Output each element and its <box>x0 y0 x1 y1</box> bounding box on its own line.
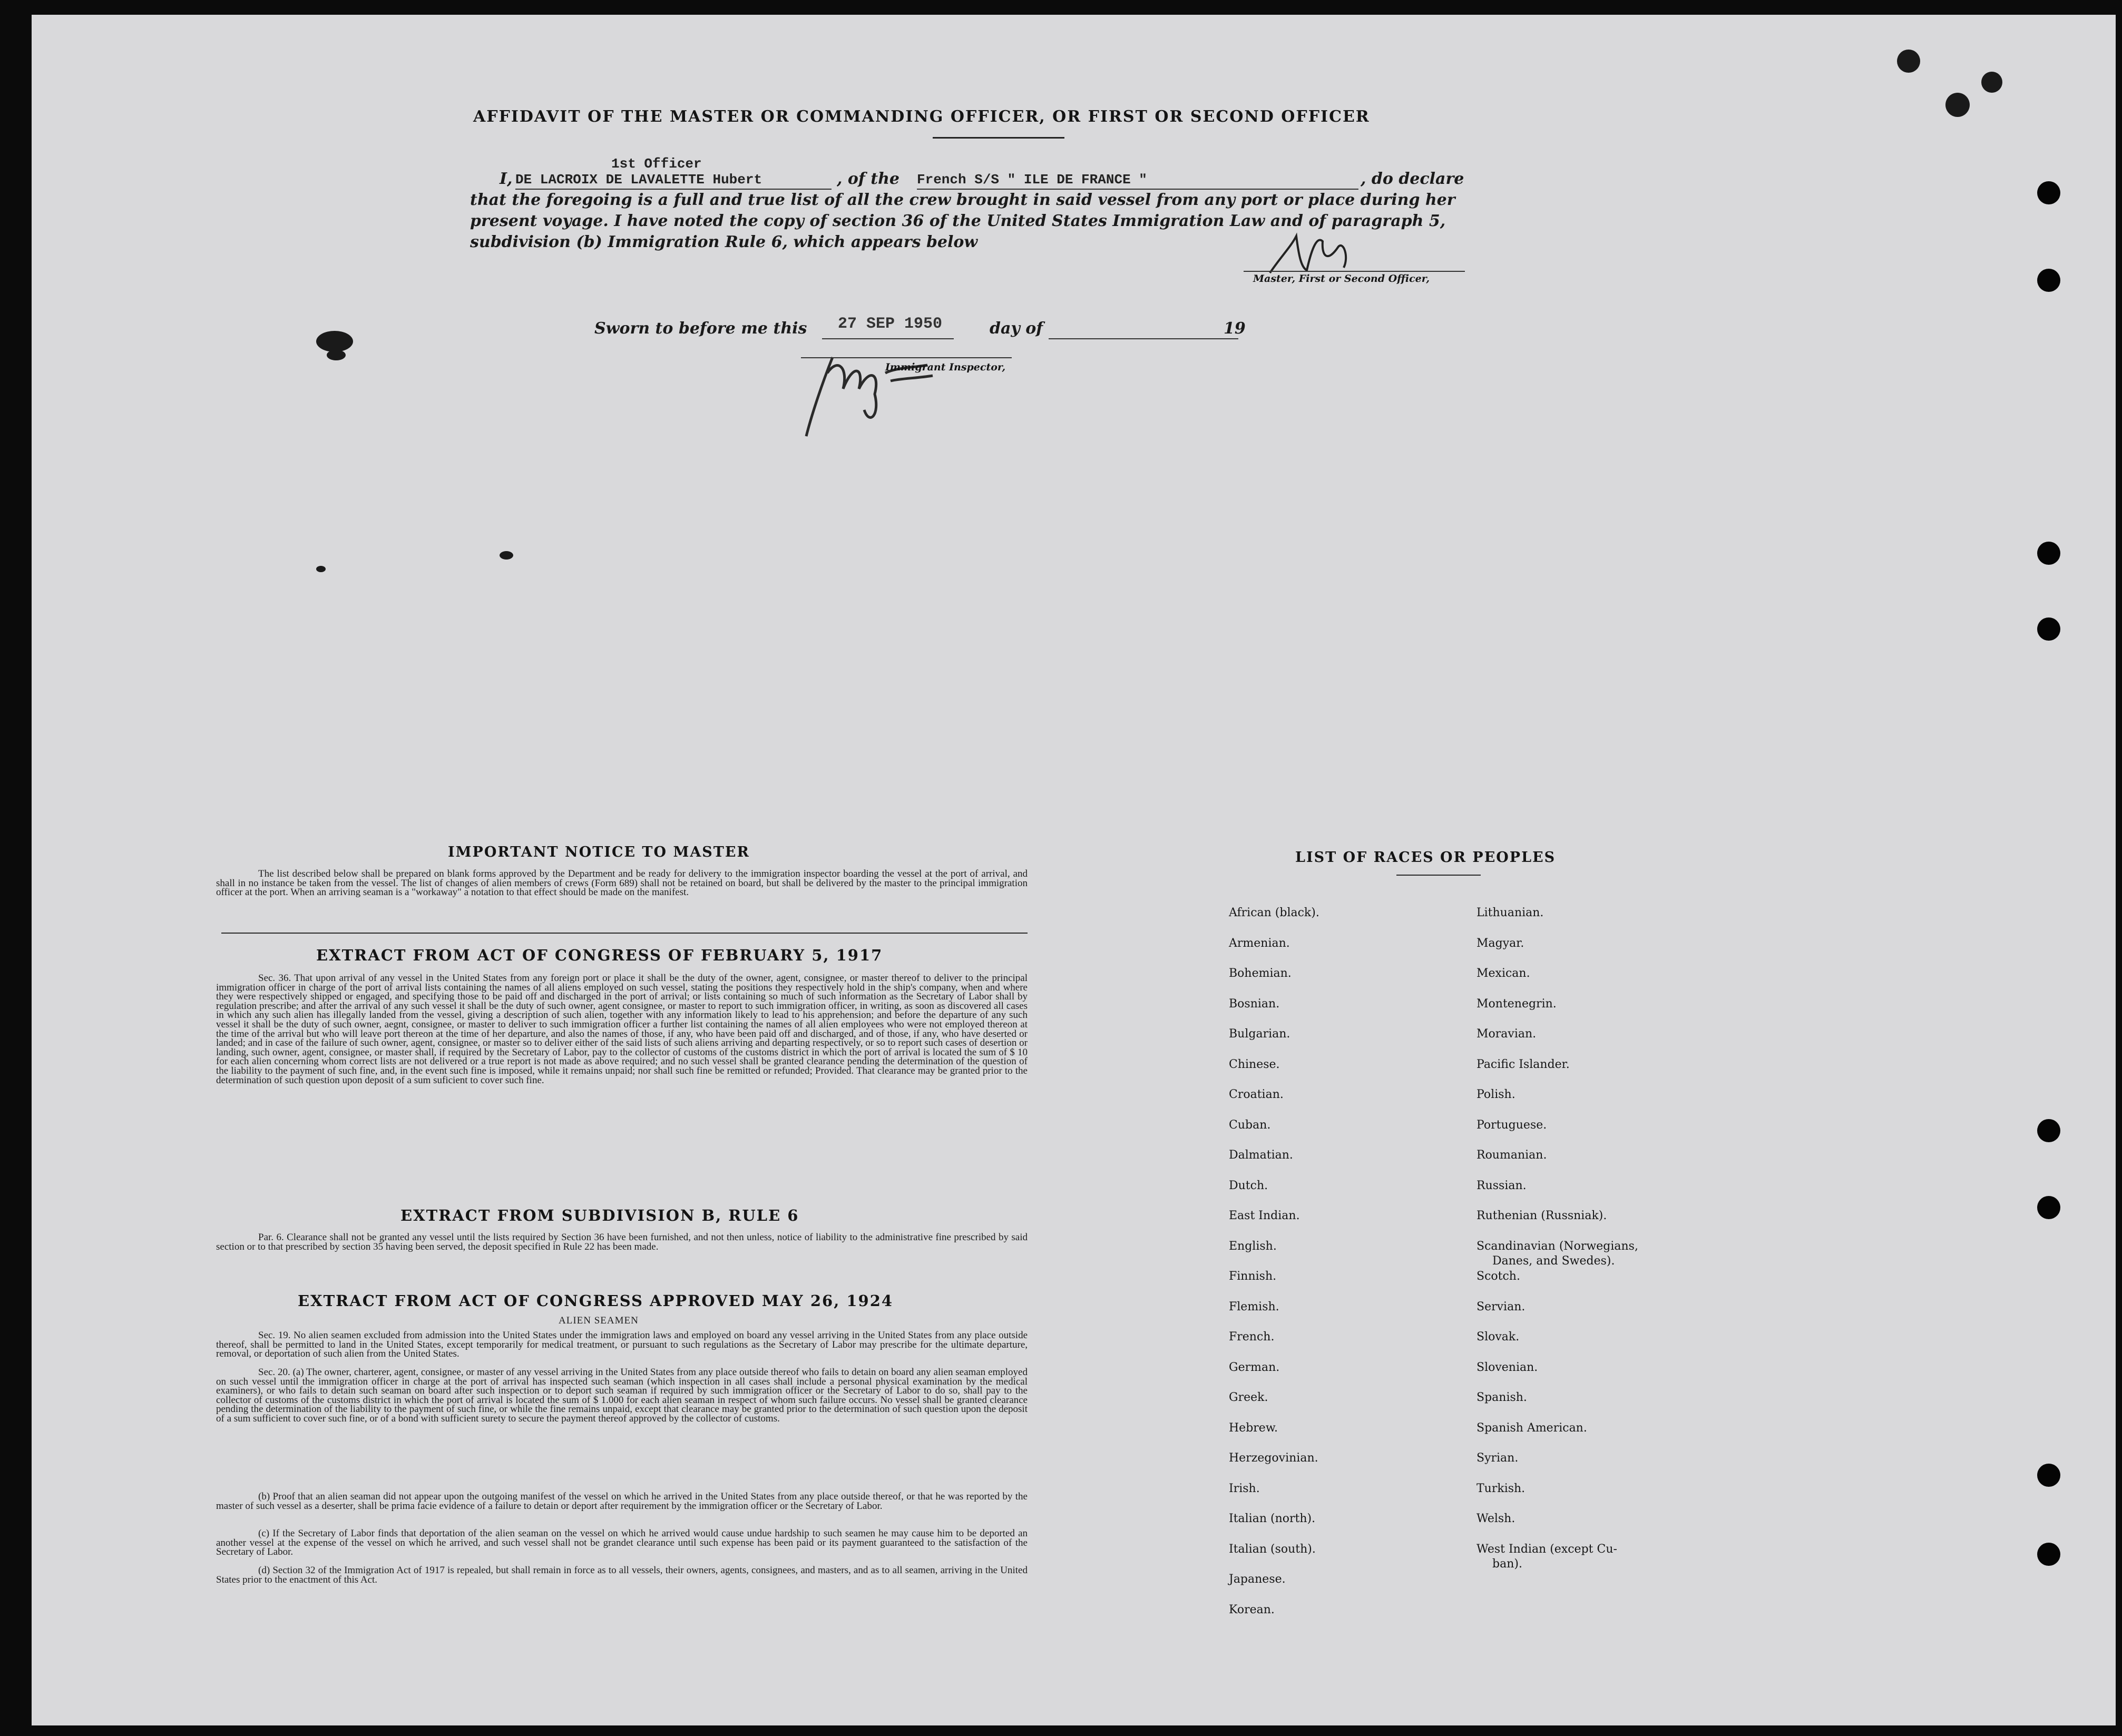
ink-blot <box>1945 93 1970 117</box>
race-item: Turkish. <box>1476 1482 1526 1495</box>
inspector-title: Immigrant Inspector, <box>885 361 1006 373</box>
race-item: Scandinavian (Norwegians, <box>1476 1239 1638 1253</box>
race-item: English. <box>1229 1239 1277 1253</box>
race-item: Bulgarian. <box>1229 1027 1290 1041</box>
race-item: Finnish. <box>1229 1270 1277 1283</box>
binder-hole <box>2037 181 2060 204</box>
typed-vessel: French S/S " ILE DE FRANCE " <box>917 172 1147 188</box>
binder-hole <box>2037 542 2060 565</box>
extract-1924-subtitle: ALIEN SEAMEN <box>559 1315 639 1326</box>
ink-blot <box>500 551 513 560</box>
binder-hole <box>2037 1464 2060 1487</box>
race-item: Greek. <box>1229 1391 1268 1404</box>
extract-rule6-body: Par. 6. Clearance shall not be granted any vessel until the lists required by Section 36 have been furnished, and not then unless, notice of liability to the administrative fine prescribed by said section or to that prescribed by section 35 having been served, the deposit specified in Rule 22 has been made. <box>216 1232 1028 1252</box>
ink-blot <box>327 350 346 360</box>
race-item: Danes, and Swedes). <box>1492 1254 1615 1268</box>
race-item: Slovak. <box>1476 1330 1520 1343</box>
title-underline <box>933 137 1064 139</box>
ink-blot <box>316 566 326 572</box>
race-item: Dutch. <box>1229 1179 1268 1192</box>
date-stamp: 27 SEP 1950 <box>838 315 943 333</box>
race-item: Herzegovinian. <box>1229 1451 1318 1465</box>
race-item: Chinese. <box>1229 1057 1280 1071</box>
extract-1917-body: Sec. 36. That upon arrival of any vessel in the United States from any foreign port or place it shall be the duty of the owner, agent, consignee, or master thereof to deliver to the principal immigration officer in charge of the port of arrival lists containing the names of all aliens employed on such vessel, stating the positions they respectively hold in the ship's company, when and where they were respectively shipped or engaged, and specifying those to be paid off and discharged in the port of arrival; or lists containing so much of such information as the Secretary of Labor shall by regulation prescribe; and after the arrival of any such vessel it shall be the duty of such owner, agent consignee, or master to report to such immigration officer, in writing, as soon as discovered all cases in which any such alien has illegally landed from the vessel, giving a description of such alien, together with any information likely to lead to his apprehension; and before the departure of any such vessel it shall be the duty of such owner, aegnt, consignee, or master to deliver to such immigration officer a further list containing the names of all alien employees who were not employed thereon at the time of the arrival but who will leave port thereon at the time of her departure, and also the names of those, if any, who have been paid off and discharged, and of those, if any, who have deserted or landed; and in case of the failure of such owner, agent, consignee, or master so to deliver either of the said lists of such aliens arriving and departing respectively, or so to report such cases of desertion or landing, such owner, agent, consignee, or master shall, if required by the Secretary of Labor, pay to the collector of customs of the customs district in which the port of arrival is located the sum of $ 10 for each alien concerning whom correct lists are not delivered or a true report is not made as above required; and no such vessel shall be granted clearance pending the determination of the question of the liability to the payment of such fine, and, in the event such fine is imposed, while it remains unpaid; nor shall such fine be remitted or refunded; Provided. That clearance may be granted prior to the determination of such question upon deposit of a sum suficient to cover such fine. <box>216 973 1028 1086</box>
sec20b-text: (b) Proof that an alien seaman did not appear upon the outgoing manifest of the vessel on which he arrived in the United States from any place outside thereof, or that he was reported by the master of such vessel as a deserter, shall be prima facie evidence of a failure to detain or deport after requirement by the immigration officer or the Secretary of Labor. <box>216 1491 1028 1512</box>
race-item: Korean. <box>1229 1603 1275 1616</box>
race-item: Bosnian. <box>1229 997 1280 1011</box>
extract-1924-title: EXTRACT FROM ACT OF CONGRESS APPROVED MAY 26, 1924 <box>298 1292 894 1310</box>
race-item: African (black). <box>1229 906 1319 919</box>
sworn-text: Sworn to before me this <box>594 319 807 338</box>
race-item: German. <box>1229 1360 1280 1374</box>
sec20d-text: (d) Section 32 of the Immigration Act of 1917 is repealed, but shall remain in force as to all vessels, their owners, agents, consignees, and masters, and as to all seamen, arriving in the United States prior to the enactment of this Act. <box>216 1565 1028 1585</box>
race-item: Ruthenian (Russniak). <box>1476 1209 1607 1222</box>
typed-rank: 1st Officer <box>611 156 702 172</box>
affidavit-title: AFFIDAVIT OF THE MASTER OR COMMANDING OFFICER, OR FIRST OR SECOND OFFICER <box>473 107 1370 126</box>
race-item: Hebrew. <box>1229 1421 1278 1435</box>
day-of-text: day of <box>990 319 1043 338</box>
inspector-line <box>801 357 1012 358</box>
signature-title: Master, First or Second Officer, <box>1253 273 1430 285</box>
vessel-blank <box>917 189 1358 190</box>
ink-blot <box>1981 72 2002 93</box>
race-item: French. <box>1229 1330 1275 1343</box>
race-item: Syrian. <box>1476 1451 1519 1465</box>
extract-rule6-title: EXTRACT FROM SUBDIVISION B, RULE 6 <box>400 1207 799 1224</box>
ink-blot <box>1897 50 1920 73</box>
affidavit-line-4: subdivision (b) Immigration Rule 6, which appears below <box>470 233 978 251</box>
race-item: Pacific Islander. <box>1476 1057 1570 1071</box>
race-item: Montenegrin. <box>1476 997 1557 1011</box>
races-underline <box>1396 875 1481 876</box>
race-item: Lithuanian. <box>1476 906 1544 919</box>
race-item: Roumanian. <box>1476 1149 1547 1162</box>
race-item: Italian (north). <box>1229 1512 1316 1525</box>
do-declare-text: , do declare <box>1361 170 1464 188</box>
race-item: Servian. <box>1476 1300 1526 1313</box>
affidavit-line-2: that the foregoing is a full and true list of all the crew brought in said vessel from any port or place during her <box>470 191 1455 209</box>
binder-hole <box>2037 269 2060 292</box>
race-item: Mexican. <box>1476 967 1530 980</box>
race-item: Dalmatian. <box>1229 1149 1293 1162</box>
month-blank <box>1049 338 1238 339</box>
race-item: ban). <box>1492 1557 1522 1571</box>
race-item: Scotch. <box>1476 1270 1520 1283</box>
document-page <box>32 15 2116 1725</box>
race-item: Portuguese. <box>1476 1118 1547 1132</box>
affidavit-line-3: present voyage. I have noted the copy of section 36 of the United States Immigration Law and of paragraph 5, <box>470 212 1446 230</box>
divider <box>221 933 1028 934</box>
binder-hole <box>2037 617 2060 641</box>
year-prefix: 19 <box>1224 319 1246 338</box>
binder-hole <box>2037 1543 2060 1566</box>
binder-hole <box>2037 1196 2060 1219</box>
inspector-signature <box>790 336 980 447</box>
affidavit-i-prefix: I, <box>500 170 513 188</box>
race-item: Polish. <box>1476 1088 1515 1101</box>
typed-name: DE LACROIX DE LAVALETTE Hubert <box>515 172 762 188</box>
races-title: LIST OF RACES OR PEOPLES <box>1295 849 1556 866</box>
race-item: Slovenian. <box>1476 1360 1538 1374</box>
name-blank <box>515 189 832 190</box>
race-item: Moravian. <box>1476 1027 1537 1041</box>
race-item: East Indian. <box>1229 1209 1300 1222</box>
race-item: Italian (south). <box>1229 1542 1316 1556</box>
race-item: Irish. <box>1229 1482 1260 1495</box>
race-item: Croatian. <box>1229 1088 1284 1101</box>
race-item: Flemish. <box>1229 1300 1279 1313</box>
race-item: Russian. <box>1476 1179 1527 1192</box>
race-item: Spanish. <box>1476 1391 1527 1404</box>
of-the-text: , of the <box>837 170 900 188</box>
race-item: Spanish American. <box>1476 1421 1587 1435</box>
extract-1917-title: EXTRACT FROM ACT OF CONGRESS OF FEBRUARY 5, 1917 <box>316 946 883 964</box>
sec20a-text: Sec. 20. (a) The owner, charterer, agent, consignee, or master of any vessel arriving in the United States from any place outside thereof who fails to detain on board any alien seaman employed on such vessel until the immigration officer in charge at the port of arrival has inspected such seaman (which inspection in all cases shall include a personal physical examination by the medical examiners), or who fails to detain such seaman on board after such inspection or to deport such seaman if required by such immigration officer or the Secretary of Labor to do so, shall pay to the collector of customs of the customs district in which the port of arrival is located the sum of $ 1.000 for each alien seaman in respect of whom such failure occurs. No vessel shall be granted clearance pending the determination of the liability to the payment of such fine, or while the fine remains unpaid, except that clearance may be granted prior to the determination of such question upon the deposit of a sum sufficient to cover such fine, or of a bond with sufficient surety to secure the payment thereof approved by the collector of customs. <box>216 1367 1028 1424</box>
sec19-text: Sec. 19. No alien seamen excluded from admission into the United States under the immigration laws and employed on board any vessel arriving in the United States from any place outside thereof, shall be permitted to land in the United States, except temporarily for medical treatment, or pursuant to such regulations as the Secretary of Labor may prescribe for the ultimate departure, removal, or deportation of such alien from the United States. <box>216 1330 1028 1360</box>
notice-title: IMPORTANT NOTICE TO MASTER <box>448 844 750 860</box>
notice-body: The list described below shall be prepared on blank forms approved by the Department and be ready for delivery to the immigration inspector boarding the vessel at the port of arrival, and shall in no instance be taken from the vessel. The list of changes of alien members of crews (Form 689) shall not be retained on board, but shall be delivered by the master to the principal immigration officer at the port. When an arriving seaman is a "workaway" a notation to that effect should be made on the manifest. <box>216 868 1028 898</box>
race-item: Magyar. <box>1476 936 1524 950</box>
race-item: Welsh. <box>1476 1512 1515 1525</box>
race-item: Bohemian. <box>1229 967 1292 980</box>
race-item: Japanese. <box>1229 1573 1286 1586</box>
race-item: West Indian (except Cu- <box>1476 1542 1617 1556</box>
race-item: Cuban. <box>1229 1118 1271 1132</box>
binder-hole <box>2037 1119 2060 1142</box>
signature-line <box>1244 271 1465 272</box>
sec20c-text: (c) If the Secretary of Labor finds that deportation of the alien seaman on the vessel on which he arrived would cause undue hardship to such seamen he may cause him to be deported an another vessel at the expense of the vessel on which he arrived, and such vessel shall not be grandet clearance until such expense has been paid or its payment guaranteed to the satisfaction of the Secretary of Labor. <box>216 1528 1028 1558</box>
ink-blot <box>316 331 353 352</box>
race-item: Armenian. <box>1229 936 1290 950</box>
